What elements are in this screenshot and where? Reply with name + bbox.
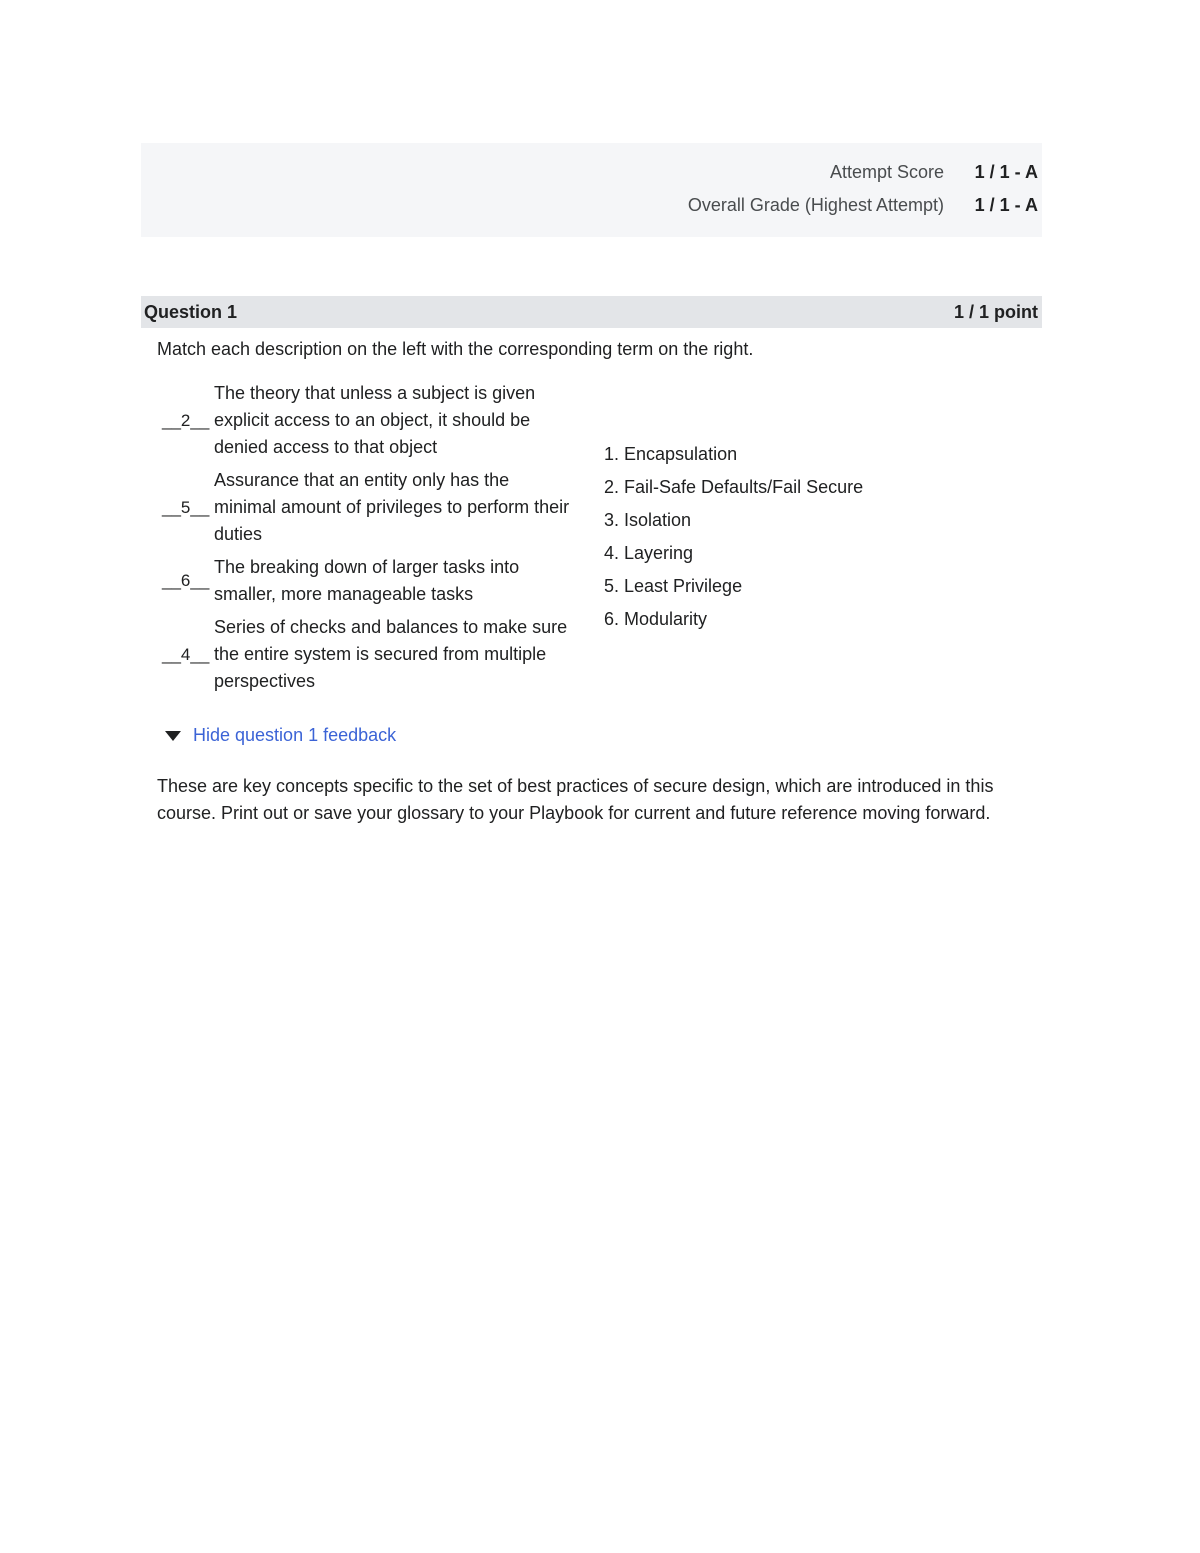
match-row <box>162 614 574 695</box>
match-description: Assurance that an entity only has the minimal amount of privileges to perform their duties <box>214 470 570 544</box>
match-answer: __6__ <box>162 571 210 590</box>
term-item: 3. Isolation <box>604 510 692 530</box>
attempt-score-label: Attempt Score <box>829 161 944 182</box>
question-title: Question 1 <box>144 301 238 322</box>
attempt-score-row <box>830 160 1038 184</box>
overall-grade-label: Overall Grade (Highest Attempt) <box>687 194 944 215</box>
term-item: 4. Layering <box>604 543 694 563</box>
question-points: 1 / 1 point <box>953 301 1038 322</box>
match-answer: __5__ <box>162 497 210 517</box>
hide-feedback-toggle[interactable] <box>165 725 396 746</box>
terms-list <box>604 442 863 640</box>
attempt-score-value: 1 / 1 - A <box>974 161 1038 182</box>
term-item: 1. Encapsulation <box>604 444 738 464</box>
feedback-text: These are key concepts specific to the set of best practices of secure design, which are introduced in this course. Print out or save your glossary to your Playbook for current and future reference moving forward. <box>157 776 994 823</box>
match-answer: __2__ <box>162 410 210 430</box>
hide-feedback-link[interactable]: Hide question 1 feedback <box>193 725 397 745</box>
overall-grade-row <box>688 193 1038 217</box>
match-description: The theory that unless a subject is given explicit access to an object, it should be denied access to that object <box>214 383 536 457</box>
match-description: The breaking down of larger tasks into smaller, more manageable tasks <box>214 557 520 604</box>
match-row <box>162 554 574 608</box>
question-prompt: Match each description on the left with the corresponding term on the right. <box>157 339 754 359</box>
caret-down-icon <box>165 731 181 741</box>
term-item: 5. Least Privilege <box>604 576 743 596</box>
overall-grade-value: 1 / 1 - A <box>974 194 1038 215</box>
term-item: 6. Modularity <box>604 609 708 629</box>
score-panel <box>141 143 1042 237</box>
match-row <box>162 467 574 548</box>
match-description: Series of checks and balances to make sure the entire system is secured from multiple perspectives <box>214 617 568 691</box>
match-answer: __4__ <box>162 644 210 664</box>
term-item: 2. Fail-Safe Defaults/Fail Secure <box>604 477 864 497</box>
question-header <box>141 296 1042 328</box>
match-row <box>162 380 574 461</box>
